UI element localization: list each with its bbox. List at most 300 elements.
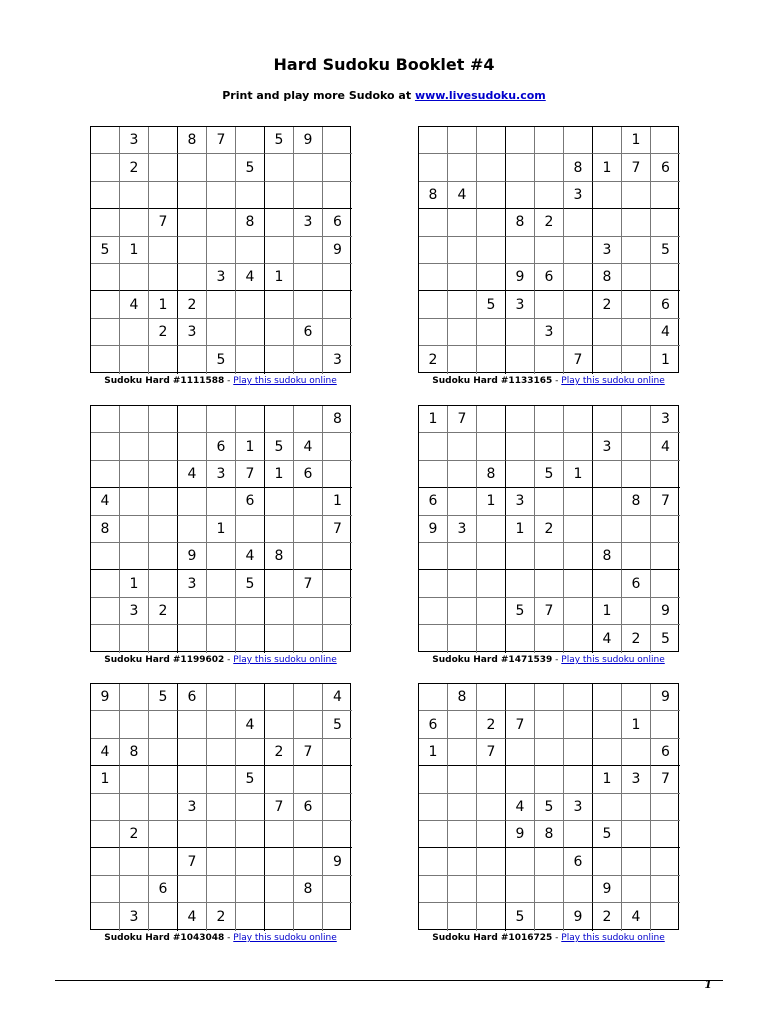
sudoku-cell[interactable]: 6 (651, 291, 680, 318)
sudoku-cell[interactable] (323, 570, 352, 597)
sudoku-cell[interactable] (477, 182, 506, 209)
sudoku-cell[interactable] (564, 711, 593, 738)
sudoku-cell[interactable]: 3 (178, 794, 207, 821)
sudoku-cell[interactable]: 5 (265, 127, 294, 154)
sudoku-cell[interactable] (419, 154, 448, 181)
sudoku-cell[interactable]: 8 (120, 739, 149, 766)
sudoku-cell[interactable]: 1 (91, 766, 120, 793)
sudoku-cell[interactable] (593, 794, 622, 821)
sudoku-cell[interactable] (448, 264, 477, 291)
sudoku-cell[interactable]: 5 (323, 711, 352, 738)
sudoku-cell[interactable]: 2 (477, 711, 506, 738)
sudoku-cell[interactable] (91, 154, 120, 181)
sudoku-cell[interactable]: 6 (294, 319, 323, 346)
sudoku-cell[interactable] (477, 209, 506, 236)
sudoku-cell[interactable]: 5 (265, 433, 294, 460)
sudoku-cell[interactable] (149, 461, 178, 488)
sudoku-cell[interactable] (564, 433, 593, 460)
sudoku-cell[interactable]: 5 (535, 461, 564, 488)
sudoku-cell[interactable] (477, 433, 506, 460)
sudoku-cell[interactable] (448, 433, 477, 460)
sudoku-cell[interactable] (91, 570, 120, 597)
sudoku-cell[interactable] (448, 821, 477, 848)
sudoku-cell[interactable] (265, 821, 294, 848)
sudoku-cell[interactable] (265, 346, 294, 373)
sudoku-cell[interactable]: 2 (593, 903, 622, 930)
sudoku-cell[interactable] (149, 264, 178, 291)
sudoku-cell[interactable]: 4 (622, 903, 651, 930)
sudoku-cell[interactable] (236, 684, 265, 711)
sudoku-cell[interactable] (91, 461, 120, 488)
sudoku-cell[interactable]: 9 (651, 598, 680, 625)
sudoku-cell[interactable] (149, 766, 178, 793)
sudoku-cell[interactable] (91, 598, 120, 625)
sudoku-cell[interactable]: 6 (622, 570, 651, 597)
sudoku-cell[interactable] (120, 794, 149, 821)
sudoku-cell[interactable] (178, 182, 207, 209)
sudoku-cell[interactable] (448, 127, 477, 154)
sudoku-cell[interactable]: 8 (535, 821, 564, 848)
sudoku-cell[interactable] (178, 739, 207, 766)
sudoku-cell[interactable] (149, 237, 178, 264)
sudoku-cell[interactable]: 4 (120, 291, 149, 318)
sudoku-cell[interactable] (294, 598, 323, 625)
sudoku-cell[interactable]: 7 (236, 461, 265, 488)
sudoku-cell[interactable] (535, 488, 564, 515)
sudoku-cell[interactable] (120, 766, 149, 793)
sudoku-cell[interactable] (506, 346, 535, 373)
sudoku-cell[interactable]: 9 (323, 237, 352, 264)
sudoku-cell[interactable] (236, 516, 265, 543)
sudoku-cell[interactable] (651, 821, 680, 848)
sudoku-cell[interactable]: 8 (564, 154, 593, 181)
sudoku-cell[interactable]: 8 (506, 209, 535, 236)
sudoku-cell[interactable]: 1 (323, 488, 352, 515)
sudoku-cell[interactable] (323, 461, 352, 488)
sudoku-cell[interactable] (564, 739, 593, 766)
sudoku-cell[interactable]: 2 (535, 516, 564, 543)
sudoku-cell[interactable] (323, 766, 352, 793)
sudoku-cell[interactable]: 6 (419, 488, 448, 515)
sudoku-cell[interactable] (448, 625, 477, 652)
sudoku-cell[interactable] (448, 319, 477, 346)
sudoku-cell[interactable] (207, 488, 236, 515)
sudoku-cell[interactable]: 3 (178, 319, 207, 346)
play-online-link[interactable]: Play this sudoku online (561, 933, 665, 943)
sudoku-cell[interactable] (564, 127, 593, 154)
sudoku-cell[interactable] (419, 903, 448, 930)
sudoku-cell[interactable] (477, 625, 506, 652)
sudoku-cell[interactable] (265, 684, 294, 711)
sudoku-cell[interactable]: 1 (593, 154, 622, 181)
sudoku-cell[interactable]: 8 (419, 182, 448, 209)
play-online-link[interactable]: Play this sudoku online (561, 376, 665, 386)
sudoku-cell[interactable] (593, 182, 622, 209)
sudoku-cell[interactable] (294, 237, 323, 264)
sudoku-cell[interactable] (622, 346, 651, 373)
sudoku-cell[interactable]: 5 (91, 237, 120, 264)
sudoku-cell[interactable]: 8 (265, 543, 294, 570)
sudoku-cell[interactable]: 7 (651, 488, 680, 515)
sudoku-cell[interactable]: 8 (178, 127, 207, 154)
sudoku-cell[interactable] (236, 127, 265, 154)
sudoku-cell[interactable] (593, 711, 622, 738)
sudoku-cell[interactable] (593, 516, 622, 543)
sudoku-cell[interactable] (120, 346, 149, 373)
sudoku-cell[interactable] (265, 876, 294, 903)
sudoku-cell[interactable] (207, 154, 236, 181)
sudoku-cell[interactable]: 1 (120, 237, 149, 264)
sudoku-cell[interactable] (564, 570, 593, 597)
sudoku-cell[interactable] (535, 711, 564, 738)
sudoku-cell[interactable]: 3 (651, 406, 680, 433)
sudoku-cell[interactable] (477, 766, 506, 793)
sudoku-cell[interactable] (535, 127, 564, 154)
sudoku-cell[interactable]: 4 (506, 794, 535, 821)
sudoku-cell[interactable]: 4 (178, 903, 207, 930)
sudoku-cell[interactable] (622, 264, 651, 291)
sudoku-cell[interactable] (178, 711, 207, 738)
sudoku-cell[interactable] (477, 848, 506, 875)
sudoku-cell[interactable]: 5 (149, 684, 178, 711)
sudoku-cell[interactable] (535, 570, 564, 597)
sudoku-cell[interactable] (120, 182, 149, 209)
sudoku-cell[interactable] (593, 406, 622, 433)
sudoku-cell[interactable] (323, 794, 352, 821)
sudoku-cell[interactable] (120, 209, 149, 236)
sudoku-cell[interactable]: 2 (265, 739, 294, 766)
sudoku-cell[interactable] (564, 766, 593, 793)
sudoku-cell[interactable] (120, 711, 149, 738)
sudoku-cell[interactable]: 3 (593, 237, 622, 264)
sudoku-cell[interactable] (149, 848, 178, 875)
sudoku-cell[interactable] (236, 237, 265, 264)
sudoku-cell[interactable]: 5 (236, 154, 265, 181)
sudoku-cell[interactable] (91, 848, 120, 875)
sudoku-cell[interactable]: 3 (207, 461, 236, 488)
sudoku-cell[interactable] (535, 739, 564, 766)
sudoku-cell[interactable]: 5 (207, 346, 236, 373)
sudoku-cell[interactable] (323, 291, 352, 318)
sudoku-cell[interactable] (622, 182, 651, 209)
sudoku-cell[interactable] (120, 848, 149, 875)
sudoku-cell[interactable]: 2 (622, 625, 651, 652)
sudoku-cell[interactable] (265, 406, 294, 433)
sudoku-cell[interactable] (178, 264, 207, 291)
sudoku-cell[interactable]: 4 (593, 625, 622, 652)
sudoku-cell[interactable] (622, 794, 651, 821)
sudoku-cell[interactable]: 9 (506, 821, 535, 848)
sudoku-cell[interactable]: 5 (236, 766, 265, 793)
sudoku-cell[interactable]: 7 (622, 154, 651, 181)
sudoku-cell[interactable] (178, 346, 207, 373)
sudoku-cell[interactable] (477, 237, 506, 264)
sudoku-cell[interactable] (477, 127, 506, 154)
sudoku-cell[interactable] (448, 794, 477, 821)
sudoku-cell[interactable]: 7 (294, 739, 323, 766)
sudoku-cell[interactable] (564, 237, 593, 264)
sudoku-cell[interactable] (477, 346, 506, 373)
sudoku-cell[interactable] (477, 264, 506, 291)
sudoku-cell[interactable] (535, 876, 564, 903)
sudoku-cell[interactable] (622, 433, 651, 460)
sudoku-cell[interactable] (178, 625, 207, 652)
sudoku-cell[interactable] (207, 766, 236, 793)
sudoku-cell[interactable]: 8 (323, 406, 352, 433)
sudoku-cell[interactable] (207, 821, 236, 848)
sudoku-cell[interactable] (448, 739, 477, 766)
sudoku-cell[interactable] (120, 625, 149, 652)
sudoku-cell[interactable] (294, 821, 323, 848)
sudoku-cell[interactable] (265, 711, 294, 738)
sudoku-cell[interactable]: 2 (593, 291, 622, 318)
sudoku-cell[interactable]: 8 (294, 876, 323, 903)
sudoku-cell[interactable] (149, 154, 178, 181)
sudoku-cell[interactable] (593, 319, 622, 346)
sudoku-cell[interactable] (448, 346, 477, 373)
sudoku-cell[interactable] (236, 346, 265, 373)
sudoku-cell[interactable]: 3 (207, 264, 236, 291)
sudoku-cell[interactable] (448, 291, 477, 318)
sudoku-cell[interactable] (91, 821, 120, 848)
sudoku-cell[interactable] (506, 848, 535, 875)
sudoku-cell[interactable]: 9 (294, 127, 323, 154)
sudoku-cell[interactable] (651, 516, 680, 543)
sudoku-cell[interactable] (120, 684, 149, 711)
sudoku-cell[interactable] (535, 237, 564, 264)
sudoku-cell[interactable]: 1 (236, 433, 265, 460)
sudoku-cell[interactable] (120, 461, 149, 488)
sudoku-cell[interactable] (448, 461, 477, 488)
sudoku-cell[interactable]: 6 (207, 433, 236, 460)
sudoku-cell[interactable] (622, 209, 651, 236)
sudoku-cell[interactable] (564, 516, 593, 543)
sudoku-cell[interactable] (91, 903, 120, 930)
sudoku-cell[interactable] (294, 154, 323, 181)
sudoku-cell[interactable]: 1 (265, 264, 294, 291)
sudoku-cell[interactable] (149, 794, 178, 821)
sudoku-cell[interactable] (294, 903, 323, 930)
sudoku-cell[interactable] (178, 516, 207, 543)
sudoku-cell[interactable] (419, 209, 448, 236)
sudoku-cell[interactable]: 7 (178, 848, 207, 875)
sudoku-cell[interactable] (622, 821, 651, 848)
livesudoku-link[interactable]: www.livesudoku.com (414, 89, 546, 102)
sudoku-cell[interactable] (564, 291, 593, 318)
sudoku-cell[interactable] (622, 739, 651, 766)
sudoku-cell[interactable] (651, 794, 680, 821)
sudoku-cell[interactable] (236, 319, 265, 346)
sudoku-cell[interactable] (651, 848, 680, 875)
sudoku-cell[interactable]: 3 (448, 516, 477, 543)
sudoku-cell[interactable] (448, 766, 477, 793)
sudoku-cell[interactable]: 4 (236, 543, 265, 570)
sudoku-cell[interactable] (419, 766, 448, 793)
sudoku-cell[interactable]: 6 (651, 154, 680, 181)
sudoku-cell[interactable]: 3 (506, 291, 535, 318)
sudoku-cell[interactable] (149, 903, 178, 930)
sudoku-cell[interactable] (265, 848, 294, 875)
sudoku-cell[interactable] (207, 876, 236, 903)
sudoku-cell[interactable]: 1 (477, 488, 506, 515)
sudoku-cell[interactable]: 2 (207, 903, 236, 930)
sudoku-cell[interactable] (506, 319, 535, 346)
sudoku-cell[interactable] (651, 876, 680, 903)
sudoku-cell[interactable] (564, 543, 593, 570)
sudoku-cell[interactable] (91, 182, 120, 209)
play-online-link[interactable]: Play this sudoku online (233, 376, 337, 386)
sudoku-cell[interactable]: 5 (477, 291, 506, 318)
sudoku-cell[interactable]: 9 (506, 264, 535, 291)
sudoku-cell[interactable] (448, 237, 477, 264)
sudoku-cell[interactable] (564, 876, 593, 903)
sudoku-cell[interactable] (178, 766, 207, 793)
sudoku-cell[interactable] (564, 821, 593, 848)
sudoku-cell[interactable] (651, 209, 680, 236)
sudoku-cell[interactable] (506, 684, 535, 711)
sudoku-cell[interactable]: 3 (294, 209, 323, 236)
sudoku-cell[interactable] (236, 903, 265, 930)
sudoku-cell[interactable] (91, 291, 120, 318)
sudoku-cell[interactable]: 6 (178, 684, 207, 711)
sudoku-cell[interactable]: 9 (419, 516, 448, 543)
sudoku-cell[interactable] (236, 876, 265, 903)
sudoku-cell[interactable] (120, 433, 149, 460)
sudoku-cell[interactable]: 4 (236, 264, 265, 291)
sudoku-cell[interactable] (564, 406, 593, 433)
sudoku-cell[interactable] (419, 821, 448, 848)
sudoku-cell[interactable]: 7 (477, 739, 506, 766)
sudoku-cell[interactable]: 1 (564, 461, 593, 488)
sudoku-cell[interactable] (593, 570, 622, 597)
sudoku-cell[interactable] (323, 821, 352, 848)
sudoku-cell[interactable] (149, 406, 178, 433)
sudoku-cell[interactable] (477, 821, 506, 848)
sudoku-cell[interactable] (535, 182, 564, 209)
sudoku-cell[interactable] (419, 625, 448, 652)
sudoku-cell[interactable] (448, 543, 477, 570)
sudoku-cell[interactable]: 9 (651, 684, 680, 711)
sudoku-cell[interactable]: 1 (593, 766, 622, 793)
sudoku-cell[interactable] (323, 625, 352, 652)
sudoku-cell[interactable] (265, 598, 294, 625)
sudoku-cell[interactable] (265, 319, 294, 346)
sudoku-cell[interactable] (149, 625, 178, 652)
sudoku-cell[interactable] (506, 154, 535, 181)
sudoku-cell[interactable] (419, 461, 448, 488)
sudoku-cell[interactable] (622, 876, 651, 903)
sudoku-cell[interactable] (207, 237, 236, 264)
sudoku-cell[interactable] (535, 625, 564, 652)
sudoku-cell[interactable] (120, 319, 149, 346)
sudoku-cell[interactable] (477, 406, 506, 433)
sudoku-cell[interactable]: 5 (651, 237, 680, 264)
sudoku-cell[interactable] (265, 625, 294, 652)
sudoku-cell[interactable] (91, 319, 120, 346)
sudoku-cell[interactable] (593, 209, 622, 236)
sudoku-cell[interactable] (236, 821, 265, 848)
sudoku-cell[interactable] (323, 182, 352, 209)
sudoku-cell[interactable] (178, 598, 207, 625)
sudoku-cell[interactable] (535, 433, 564, 460)
sudoku-cell[interactable] (419, 237, 448, 264)
sudoku-cell[interactable] (651, 461, 680, 488)
sudoku-cell[interactable] (448, 598, 477, 625)
sudoku-cell[interactable]: 3 (622, 766, 651, 793)
sudoku-cell[interactable] (564, 684, 593, 711)
sudoku-cell[interactable]: 2 (535, 209, 564, 236)
sudoku-cell[interactable] (477, 319, 506, 346)
sudoku-cell[interactable] (265, 516, 294, 543)
sudoku-cell[interactable] (448, 876, 477, 903)
sudoku-cell[interactable] (535, 766, 564, 793)
sudoku-cell[interactable] (207, 848, 236, 875)
sudoku-cell[interactable] (294, 182, 323, 209)
sudoku-cell[interactable] (477, 570, 506, 597)
sudoku-cell[interactable] (91, 346, 120, 373)
sudoku-cell[interactable] (91, 711, 120, 738)
sudoku-cell[interactable] (506, 766, 535, 793)
sudoku-cell[interactable] (622, 406, 651, 433)
sudoku-cell[interactable]: 7 (651, 766, 680, 793)
sudoku-cell[interactable] (477, 516, 506, 543)
sudoku-cell[interactable]: 3 (120, 127, 149, 154)
sudoku-cell[interactable] (91, 625, 120, 652)
sudoku-cell[interactable] (622, 598, 651, 625)
sudoku-cell[interactable] (149, 711, 178, 738)
sudoku-cell[interactable] (506, 406, 535, 433)
sudoku-cell[interactable]: 8 (593, 264, 622, 291)
sudoku-cell[interactable] (593, 488, 622, 515)
sudoku-cell[interactable]: 3 (506, 488, 535, 515)
sudoku-cell[interactable]: 8 (477, 461, 506, 488)
sudoku-cell[interactable]: 5 (535, 794, 564, 821)
sudoku-cell[interactable] (236, 598, 265, 625)
sudoku-cell[interactable] (207, 625, 236, 652)
sudoku-cell[interactable]: 1 (622, 127, 651, 154)
sudoku-cell[interactable] (207, 711, 236, 738)
sudoku-cell[interactable] (593, 684, 622, 711)
sudoku-cell[interactable] (91, 794, 120, 821)
sudoku-cell[interactable] (178, 488, 207, 515)
sudoku-cell[interactable] (265, 766, 294, 793)
sudoku-cell[interactable]: 4 (651, 433, 680, 460)
sudoku-cell[interactable] (564, 625, 593, 652)
sudoku-cell[interactable]: 3 (333, 351, 342, 368)
sudoku-cell[interactable]: 4 (91, 739, 120, 766)
sudoku-cell[interactable]: 4 (294, 433, 323, 460)
play-online-link[interactable]: Play this sudoku online (561, 655, 665, 665)
sudoku-cell[interactable] (477, 543, 506, 570)
sudoku-cell[interactable] (149, 821, 178, 848)
sudoku-cell[interactable] (622, 319, 651, 346)
sudoku-cell[interactable]: 9 (323, 848, 352, 875)
sudoku-cell[interactable]: 9 (564, 903, 593, 930)
sudoku-cell[interactable] (323, 264, 352, 291)
sudoku-cell[interactable] (207, 739, 236, 766)
sudoku-cell[interactable] (477, 154, 506, 181)
sudoku-cell[interactable] (265, 237, 294, 264)
sudoku-cell[interactable] (564, 319, 593, 346)
sudoku-cell[interactable] (651, 711, 680, 738)
sudoku-cell[interactable] (651, 570, 680, 597)
sudoku-cell[interactable]: 5 (236, 570, 265, 597)
sudoku-cell[interactable] (419, 291, 448, 318)
sudoku-cell[interactable] (149, 182, 178, 209)
sudoku-cell[interactable] (448, 209, 477, 236)
sudoku-cell[interactable]: 1 (149, 291, 178, 318)
sudoku-cell[interactable] (294, 291, 323, 318)
